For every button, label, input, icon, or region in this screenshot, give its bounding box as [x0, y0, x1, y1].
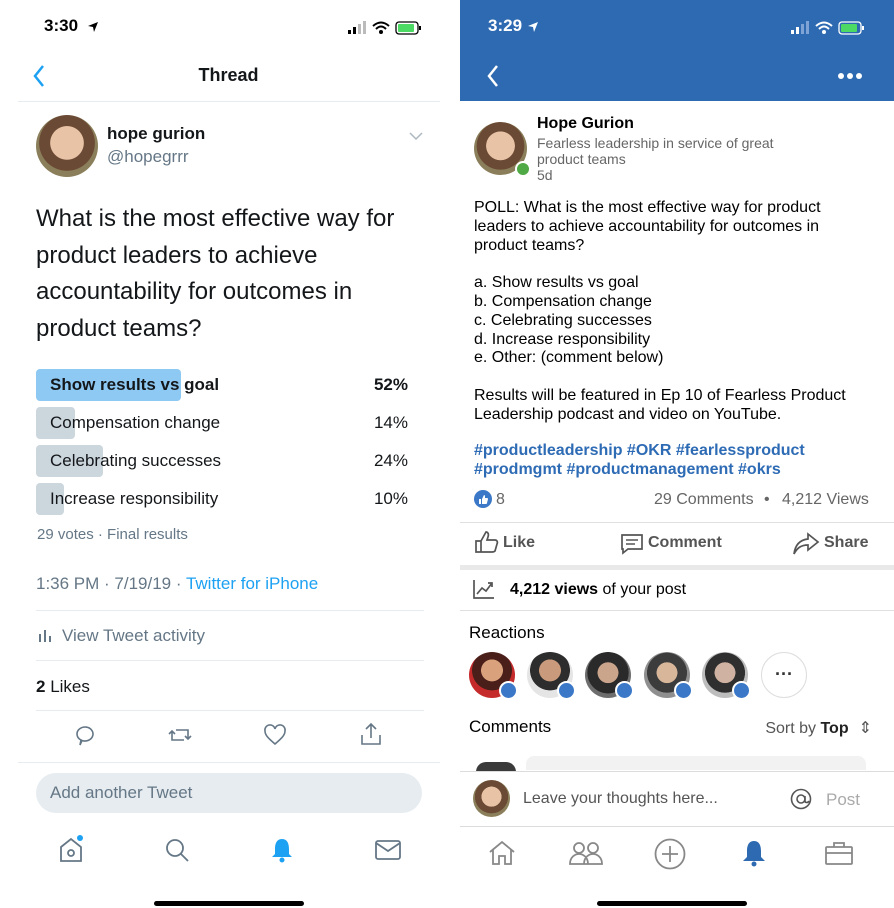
poll-option-percent: 52% — [373, 375, 408, 394]
reactor-avatar[interactable] — [644, 652, 690, 698]
reactor-avatar[interactable] — [585, 652, 631, 698]
poll-option — [36, 445, 408, 477]
tweet-meta — [36, 574, 318, 594]
notifications-bell-icon[interactable] — [270, 837, 294, 863]
comment-preview — [526, 756, 866, 770]
poll-option — [36, 483, 408, 515]
add-tweet-input[interactable]: Add another Tweet — [36, 773, 422, 813]
my-network-icon[interactable] — [568, 840, 604, 866]
comments-heading: Comments — [469, 717, 552, 736]
online-status-dot — [515, 161, 531, 177]
add-post-icon[interactable] — [654, 838, 686, 870]
comment-button[interactable]: Comment — [648, 534, 722, 551]
my-avatar — [473, 780, 510, 817]
jobs-briefcase-icon[interactable] — [824, 840, 854, 866]
poll-option-label: Show results vs goal — [50, 375, 220, 394]
home-indicator — [154, 901, 304, 906]
home-indicator — [597, 901, 747, 906]
poll-option — [36, 369, 408, 401]
poll-option-percent: 24% — [373, 451, 408, 470]
like-reaction-icon — [474, 490, 492, 508]
trending-chart-icon — [472, 578, 496, 600]
linkedin-screen — [460, 0, 894, 908]
home-icon[interactable] — [488, 840, 516, 866]
header-bar — [460, 0, 894, 101]
reactor-avatar[interactable] — [702, 652, 748, 698]
status-icons — [791, 20, 867, 36]
more-options-icon[interactable] — [837, 72, 863, 80]
author-name[interactable]: hope gurion — [107, 124, 206, 143]
page-title: Thread — [198, 65, 259, 85]
share-button[interactable]: Share — [824, 534, 869, 551]
author-headline: Fearless leadership in service of great product teams — [537, 135, 774, 167]
poll-option — [36, 407, 408, 439]
status-time: 3:29 — [488, 16, 523, 35]
heart-icon[interactable] — [263, 723, 287, 747]
tweet-timestamp: 1:36 PM · 7/19/19 · — [36, 574, 186, 593]
post-views[interactable]: 4,212 views of your post — [510, 581, 687, 598]
more-reactions-button[interactable]: ··· — [761, 652, 807, 698]
home-icon[interactable] — [58, 835, 84, 863]
sort-dropdown[interactable]: Sort by Top ⇕ — [765, 720, 872, 737]
analytics-icon — [38, 628, 52, 642]
location-arrow-icon — [527, 21, 539, 33]
author-name[interactable]: Hope Gurion — [537, 115, 634, 132]
poll-votes: 29 votes · Final results — [37, 526, 188, 543]
comments-count[interactable]: 29 Comments — [654, 491, 754, 508]
post-body: POLL: What is the most effective way for product leaders to achieve accountability for outcomes in product teams? a. Show results vs goal b. Compensation change c. Celebrating successes d. Increase responsibility e. Other: (comment below) Results will be featured in Ep 10 of Fearless Product Leadership podcast and video on YouTube. — [474, 199, 846, 423]
share-icon[interactable] — [359, 721, 383, 747]
reactions-heading: Reactions — [469, 623, 545, 642]
reactor-avatar[interactable] — [527, 652, 573, 698]
client-link[interactable]: Twitter for iPhone — [185, 574, 319, 593]
post-button[interactable]: Post — [826, 790, 861, 809]
chevron-down-icon[interactable] — [409, 131, 423, 141]
poll-option-percent: 10% — [373, 489, 408, 508]
share-arrow-icon[interactable] — [792, 532, 820, 556]
like-icon[interactable] — [474, 530, 500, 554]
poll-option-label: Celebrating successes — [50, 451, 222, 470]
mention-icon[interactable] — [790, 788, 812, 810]
reactor-avatar[interactable] — [469, 652, 515, 698]
notifications-bell-icon[interactable] — [741, 839, 767, 867]
poll-option-percent: 14% — [373, 413, 408, 432]
tweet-text: What is the most effective way for product leaders to achieve accountability for outcomes in product teams? — [36, 205, 395, 342]
search-icon[interactable] — [164, 837, 190, 863]
comment-input[interactable]: Leave your thoughts here... — [523, 790, 718, 807]
poll-option-label: Increase responsibility — [50, 489, 219, 508]
poll-option-label: Compensation change — [50, 413, 221, 432]
hashtags[interactable]: #productleadership #OKR #fearlessproduct #prodmgmt #productmanagement #okrs — [474, 442, 805, 478]
views-count[interactable]: 4,212 Views — [782, 491, 869, 508]
like-button[interactable]: Like — [503, 534, 536, 551]
separator-dot: • — [764, 491, 770, 508]
likes-count[interactable]: 2 Likes — [36, 677, 90, 696]
avatar[interactable] — [36, 115, 98, 177]
messages-icon[interactable] — [375, 840, 401, 860]
comment-icon[interactable] — [620, 533, 644, 555]
location-arrow-icon — [87, 21, 99, 33]
section-divider — [460, 565, 894, 570]
reply-icon[interactable] — [73, 723, 97, 747]
post-age: 5d — [537, 167, 553, 183]
author-handle[interactable]: @hopegrrr — [107, 147, 189, 166]
status-time: 3:30 — [44, 16, 79, 35]
view-activity-link[interactable]: View Tweet activity — [62, 626, 205, 645]
back-chevron-icon[interactable] — [486, 64, 500, 88]
reaction-count[interactable]: 8 — [496, 491, 505, 508]
status-icons — [348, 20, 424, 36]
retweet-icon[interactable] — [167, 723, 193, 747]
